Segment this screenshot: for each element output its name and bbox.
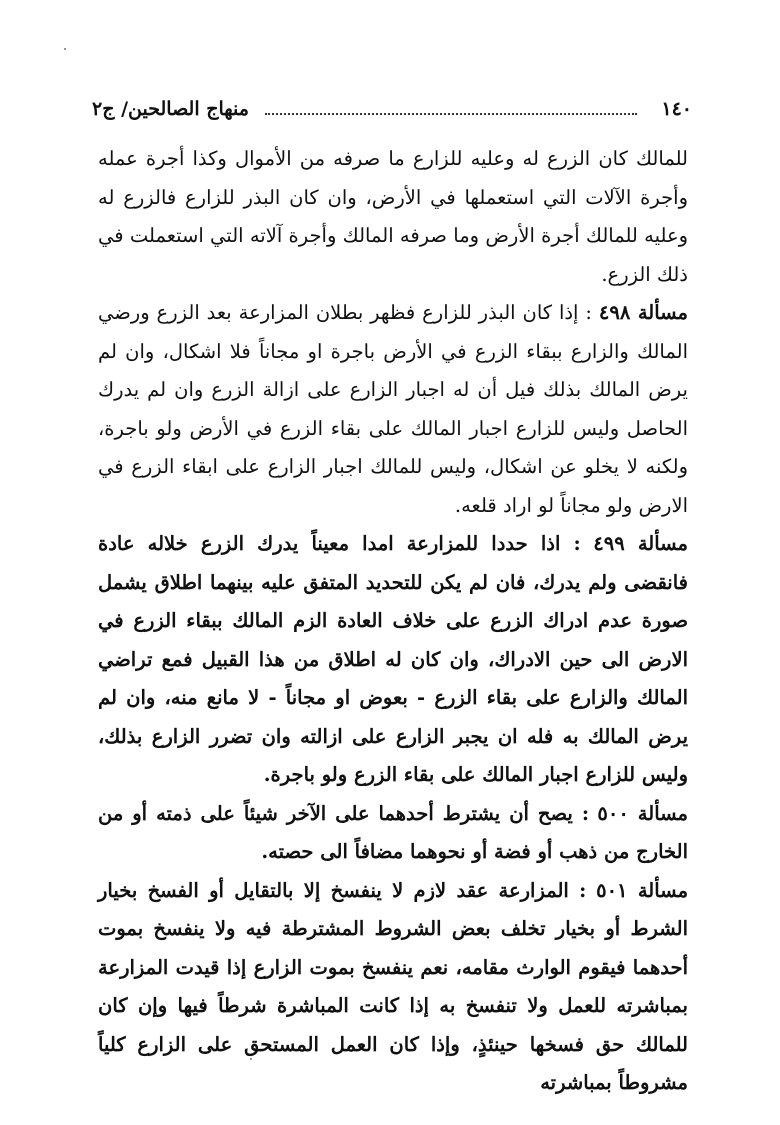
- page-body: [98, 140, 688, 1103]
- paragraph-masala-500: [98, 795, 688, 872]
- masala-label: مسألة ٥٠٠: [597, 801, 688, 825]
- paragraph-text: : يصح أن يشترط أحدهما على الآخر شيئاً على ذمته أو من الخارج من ذهب أو فضة أو نحوهما مضافاً الى حصته.: [98, 801, 688, 863]
- paragraph-text: : إذا كان البذر للزارع فظهر بطلان المزارعة بعد الزرع ورضي المالك والزارع ببقاء الزرع في الأرض باجرة او مجاناً فلا اشكال، وان لم يرض المالك بذلك فيل أن له اجبار الزارع على ازالة الزرع وان لم يدرك الحاصل وليس للزارع اجبار المالك على بقاء الزرع في الأرض ولو باجرة، ولكنه لا يخلو عن اشكال، وليس للمالك اجبار الزارع على ابقاء الزرع في الارض ولو مجاناً لو اراد قلعه.: [98, 301, 688, 517]
- scan-speck: [64, 48, 66, 50]
- running-title: منهاج الصالحين/ ج٢: [92, 98, 249, 120]
- scan-speck: [250, 1058, 252, 1060]
- page-header: [92, 98, 692, 120]
- masala-label: مسألة ٥٠١: [596, 878, 689, 902]
- paragraph-masala-499: [98, 525, 688, 795]
- paragraph-text: للمالك كان الزرع له وعليه للزارع ما صرفه من الأموال وكذا أجرة عمله وأجرة الآلات التي استعملها في الأرض، وان كان البذر للزارع فالزرع له وعليه للمالك أجرة الأرض وما صرفه المالك وأجرة آلاته التي استعملت في ذلك الزرع.: [98, 147, 688, 286]
- paragraph-text: : اذا حددا للمزارعة امدا معيناً يدرك الزرع خلاله عادة فانقضى ولم يدرك، فان لم يكن للتحديد المتفق عليه بينهما اطلاق يشمل صورة عدم ادراك الزرع على خلاف العادة الزم المالك ببقاء الزرع في الارض الى حين الادراك، وان كان له اطلاق من هذا القبيل فمع تراضي المالك والزارع على بقاء الزرع - بعوض او مجاناً - لا مانع منه، وان لم يرض المالك به فله ان يجبر الزارع على ازالته وان تضرر الزارع بذلك، وليس للزارع اجبار المالك على بقاء الزرع ولو باجرة.: [98, 532, 688, 786]
- paragraph-masala-501: [98, 872, 688, 1103]
- masala-label: مسألة ٤٩٩: [593, 532, 689, 555]
- masala-label: مسألة ٤٩٨: [598, 301, 688, 324]
- paragraph-text: : المزارعة عقد لازم لا ينفسخ إلا بالتقايل أو الفسخ بخيار الشرط أو بخيار تخلف بعض الشروط المشترطة فيه ولا ينفسخ بموت أحدهما فيقوم الوارث مقامه، نعم ينفسخ بموت الزارع إذا قيدت المزارعة بمباشرته للعمل ولا تنفسخ به إذا كانت المباشرة شرطاً فيها وإن كان للمالك حق فسخها حينئذٍ، وإذا كان العمل المستحق على الزارع كلياً مشروطاً بمباشرته: [98, 878, 688, 1094]
- page-number: ١٤٠: [661, 98, 692, 120]
- paragraph-continuation: [98, 140, 688, 294]
- paragraph-masala-498: [98, 294, 688, 525]
- header-leader-dots: [265, 103, 637, 115]
